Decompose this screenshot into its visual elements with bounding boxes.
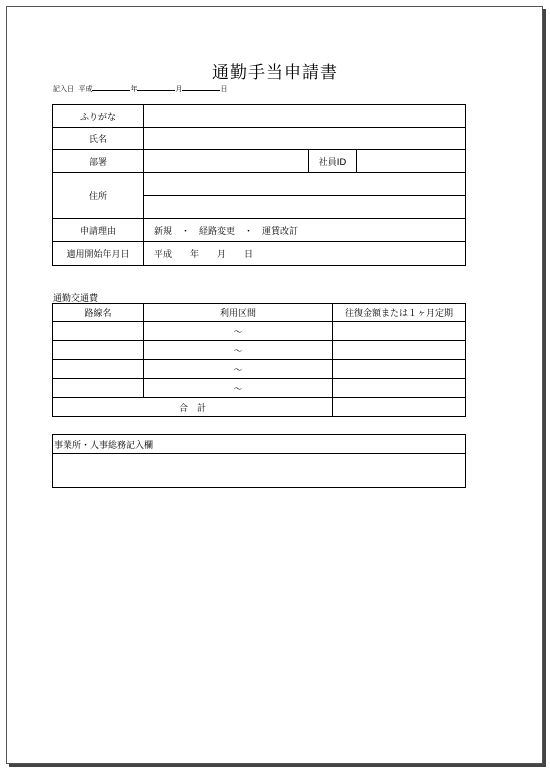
total-label: 合 計 (53, 398, 333, 417)
header-section: 利用区間 (144, 304, 333, 322)
route-cell[interactable] (53, 379, 144, 398)
employee-id-field[interactable] (357, 150, 466, 173)
transport-table (52, 303, 466, 417)
total-row (53, 398, 466, 417)
address-field-2[interactable] (144, 196, 466, 219)
total-amount-cell[interactable] (333, 398, 466, 417)
name-label: 氏名 (53, 128, 144, 150)
year-blank[interactable] (92, 83, 130, 91)
reason-row (53, 219, 466, 242)
office-body-row (53, 454, 466, 488)
amount-cell[interactable] (333, 360, 466, 379)
table-row (53, 341, 466, 360)
office-header-row (53, 435, 466, 454)
amount-cell[interactable] (333, 379, 466, 398)
entry-month-label: 月 (175, 85, 183, 93)
document-title: 通勤手当申請書 (212, 63, 338, 83)
section-cell[interactable]: ～ (144, 341, 333, 360)
table-row (53, 360, 466, 379)
start-date-row (53, 242, 466, 266)
entry-era: 平成 (78, 85, 93, 93)
address-label: 住所 (53, 173, 144, 219)
table-row (53, 322, 466, 341)
route-cell[interactable] (53, 341, 144, 360)
entry-day-label: 日 (220, 85, 228, 93)
route-cell[interactable] (53, 322, 144, 341)
amount-cell[interactable] (333, 341, 466, 360)
office-use-field[interactable] (53, 454, 466, 488)
furigana-field[interactable] (144, 105, 466, 128)
department-field[interactable] (144, 150, 309, 173)
address-field-1[interactable] (144, 173, 466, 196)
table-row (53, 379, 466, 398)
entry-date-label: 記入日 (53, 85, 74, 93)
entry-year-label: 年 (130, 85, 138, 93)
amount-cell[interactable] (333, 322, 466, 341)
month-blank[interactable] (137, 83, 175, 91)
transport-header-row (53, 304, 466, 322)
transport-section-title: 通勤交通費 (53, 294, 99, 304)
start-date-value[interactable]: 平成 年 月 日 (144, 242, 466, 266)
route-cell[interactable] (53, 360, 144, 379)
address-row-1 (53, 173, 466, 196)
applicant-table (52, 104, 466, 266)
office-use-label: 事業所・人事総務記入欄 (53, 435, 466, 454)
name-field[interactable] (144, 128, 466, 150)
department-row (53, 150, 466, 173)
employee-id-label: 社員ID (309, 150, 357, 173)
reason-options[interactable]: 新規 ・ 経路変更 ・ 運賃改訂 (144, 219, 466, 242)
start-date-label: 適用開始年月日 (53, 242, 144, 266)
header-amount: 往復金額または１ヶ月定期 (333, 304, 466, 322)
reason-label: 申請理由 (53, 219, 144, 242)
header-route: 路線名 (53, 304, 144, 322)
name-row (53, 128, 466, 150)
section-cell[interactable]: ～ (144, 379, 333, 398)
entry-date-line (53, 83, 227, 94)
furigana-label: ふりがな (53, 105, 144, 128)
section-cell[interactable]: ～ (144, 360, 333, 379)
department-label: 部署 (53, 150, 144, 173)
office-use-table (52, 434, 466, 488)
section-cell[interactable]: ～ (144, 322, 333, 341)
furigana-row (53, 105, 466, 128)
day-blank[interactable] (182, 83, 220, 91)
